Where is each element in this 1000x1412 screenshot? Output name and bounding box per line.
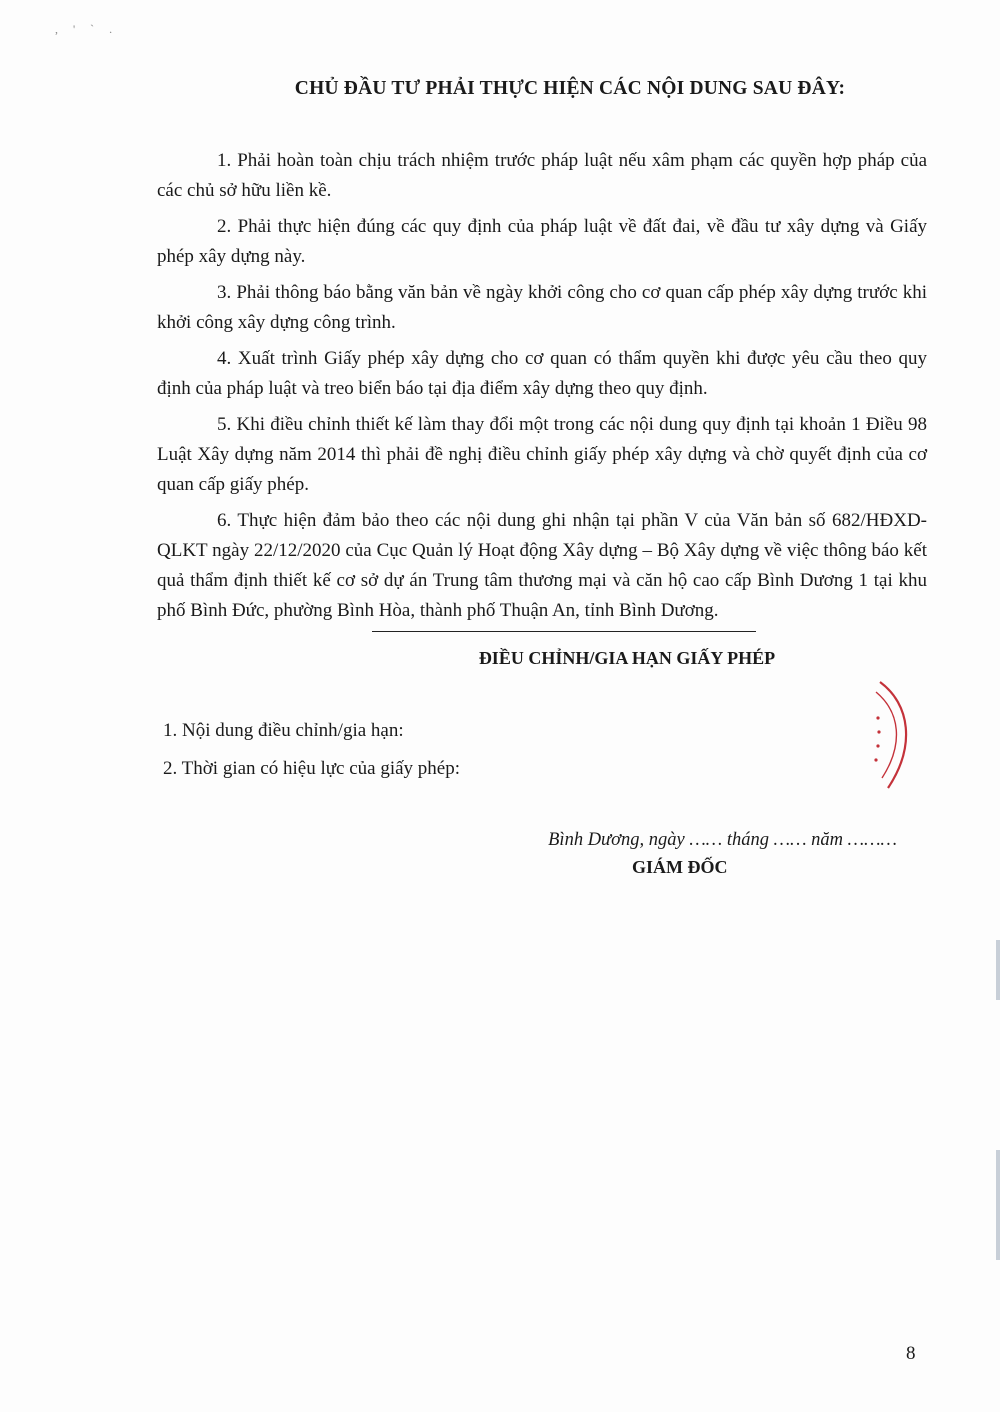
document-title: CHỦ ĐẦU TƯ PHẢI THỰC HIỆN CÁC NỘI DUNG SAU ĐÂY: <box>294 78 846 99</box>
adjustment-content-field: 1. Nội dung điều chỉnh/gia hạn: <box>163 720 404 741</box>
section-divider <box>372 631 756 632</box>
signature-place-date: Bình Dương, ngày …… tháng …… năm ……… <box>548 830 897 850</box>
validity-period-field: 2. Thời gian có hiệu lực của giấy phép: <box>163 758 460 779</box>
adjustment-fields <box>163 712 460 788</box>
scan-edge-mark <box>996 1150 1000 1260</box>
clause-item: 4. Xuất trình Giấy phép xây dựng cho cơ quan có thẩm quyền khi được yêu cầu theo quy định của pháp luật và treo biển báo tại địa điểm xây dựng theo quy định. <box>157 348 927 399</box>
signature-title: GIÁM ĐỐC <box>632 857 728 877</box>
clause-item: 3. Phải thông báo bằng văn bản về ngày khởi công cho cơ quan cấp phép xây dựng trước khi khởi công xây dựng công trình. <box>157 282 927 333</box>
red-stamp-fragment <box>858 676 918 796</box>
clause-item: 1. Phải hoàn toàn chịu trách nhiệm trước pháp luật nếu xâm phạm các quyền hợp pháp của các chủ sở hữu liền kề. <box>157 150 927 201</box>
clause-list <box>157 146 927 632</box>
page-number: 8 <box>906 1343 916 1364</box>
clause-item: 6. Thực hiện đảm bảo theo các nội dung ghi nhận tại phần V của Văn bản số 682/HĐXD-QLKT ngày 22/12/2020 của Cục Quản lý Hoạt động Xây dựng – Bộ Xây dựng về việc thông báo kết quả thẩm định thiết kế cơ sở dự án Trung tâm thương mại và căn hộ cao cấp Bình Dương 1 tại khu phố Bình Đức, phường Bình Hòa, thành phố Thuận An, tỉnh Bình Dương. <box>157 510 927 621</box>
scan-specks: , ' ` . <box>55 22 119 36</box>
clause-item: 5. Khi điều chỉnh thiết kế làm thay đổi một trong các nội dung quy định tại khoản 1 Điều 98 Luật Xây dựng năm 2014 thì phải đề nghị điều chỉnh giấy phép xây dựng và chờ quyết định của cơ quan cấp giấy phép. <box>157 414 927 495</box>
scan-edge-mark <box>996 940 1000 1000</box>
section-title: ĐIỀU CHỈNH/GIA HẠN GIẤY PHÉP <box>478 648 776 668</box>
clause-item: 2. Phải thực hiện đúng các quy định của pháp luật về đất đai, về đầu tư xây dựng và Giấy phép xây dựng này. <box>157 216 927 267</box>
